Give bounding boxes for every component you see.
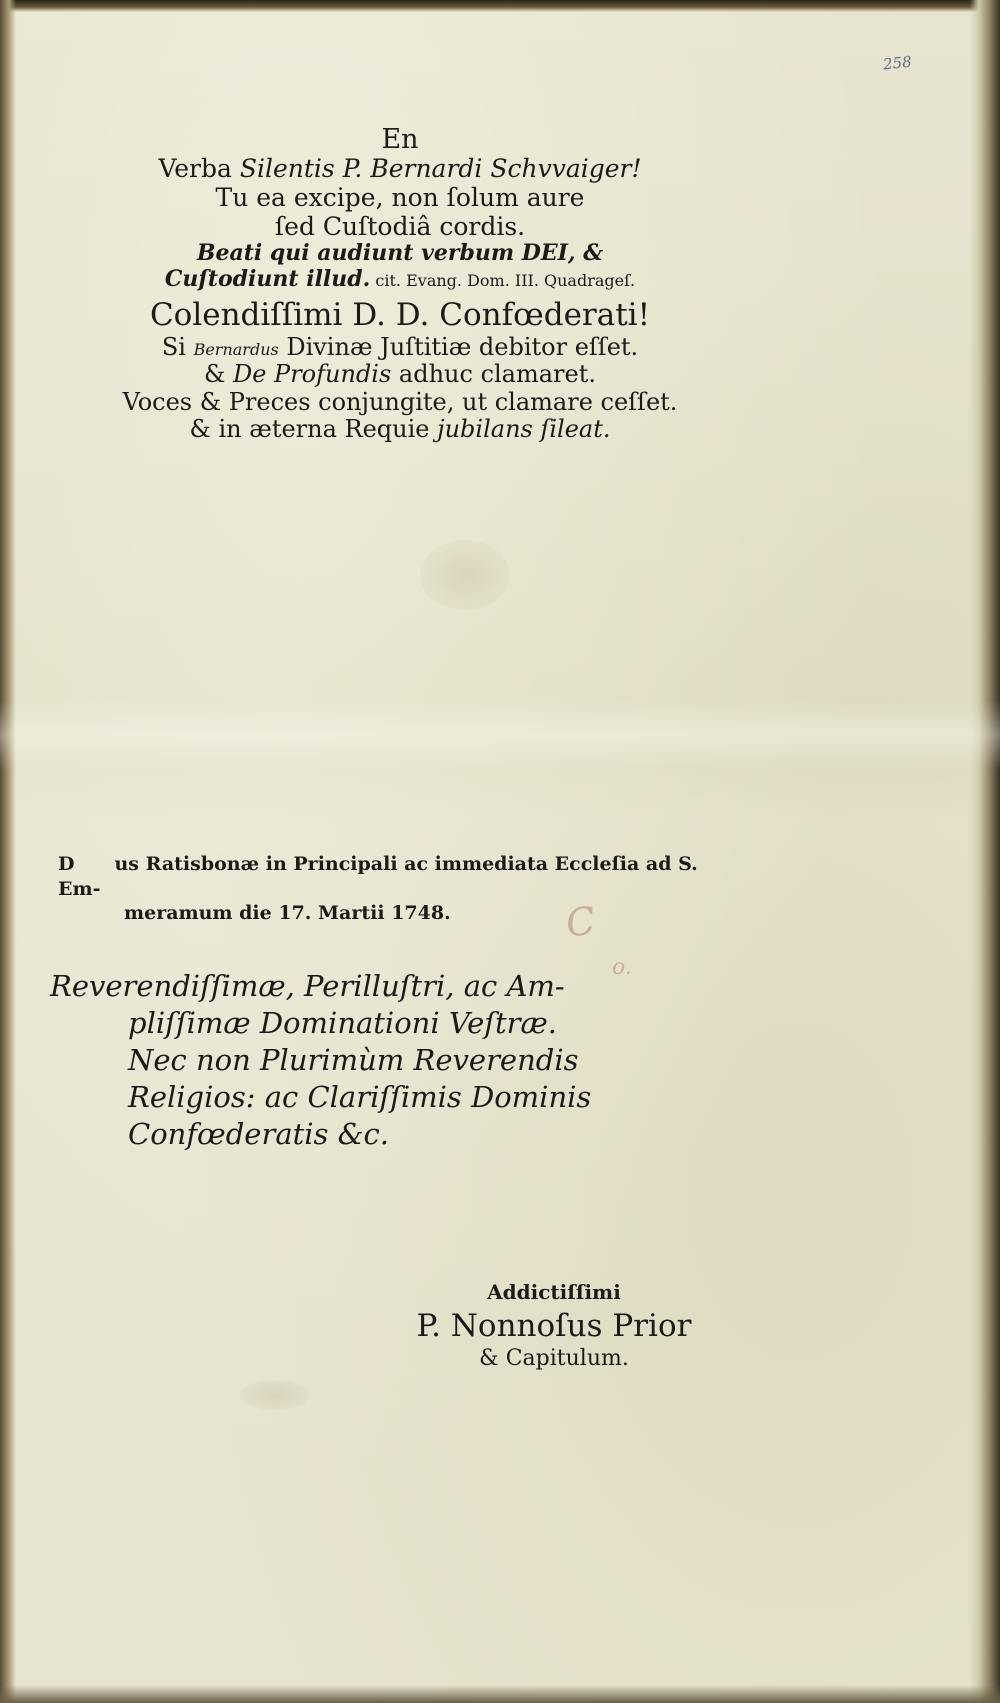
salutation-line-3: Nec non Plurimùm Reverendis	[128, 1043, 579, 1078]
heading-line-colendissimi: Colendiſſimi D. D. Confœderati!	[149, 296, 651, 333]
heading-line-custodiunt: Cuſtodiunt illud. cit. Evang. Dom. III. Quadrageſ.	[164, 265, 636, 292]
heading-line-en: En	[381, 124, 419, 155]
salutation-line-4: Religios: ac Clariſſimis Dominis	[128, 1080, 592, 1115]
red-crayon-mark-2: o.	[612, 955, 632, 980]
heading-line-verba: Verba Silentis P. Bernardi Schvvaiger!	[158, 154, 642, 184]
salutation-line-2: pliſſimæ Dominationi Veſtræ.	[128, 1006, 558, 1041]
signature-capitulum: & Capitulum.	[479, 1346, 629, 1371]
salutation-line-1: Reverendiſſimæ, Perilluſtri, ac Am-	[50, 969, 565, 1003]
signature-block	[404, 1280, 704, 1371]
heading-line-voces: Voces & Preces conjungite, ut clamare ceſſet.	[122, 387, 678, 416]
heading-line-beati: Beati qui audiunt verbum DEI, &	[196, 240, 604, 267]
heading-line-custodia: ſed Cuſtodiâ cordis.	[274, 211, 526, 241]
page-top-edge	[0, 0, 1000, 12]
paper-stain	[240, 1380, 310, 1410]
signature-name: P. Nonnoſus Prior	[416, 1308, 692, 1344]
dated-line-1: D us Ratisbonæ in Principali ac immediata Eccleſia ad S. Em-	[58, 853, 698, 900]
heading-line-de-profundis: & De Profundis adhuc clamaret.	[203, 360, 597, 389]
page-bottom-edge	[0, 1685, 1000, 1703]
heading-line-excipe: Tu ea excipe, non ſolum aure	[215, 182, 585, 212]
paper-fold	[0, 700, 1000, 770]
heading-block	[80, 124, 720, 444]
paper-stain	[420, 540, 510, 610]
red-crayon-mark: C	[563, 898, 598, 946]
heading-line-si-bernardus: Si Bernardus Divinæ Juſtitiæ debitor eſſet.	[161, 332, 639, 361]
salutation-block	[50, 968, 670, 1154]
signature-addictissimi: Addictiſſimi	[487, 1280, 621, 1304]
folio-number: 258	[882, 52, 913, 74]
dated-line-2: meramum die 17. Martii 1748.	[124, 902, 451, 925]
salutation-line-5: Confœderatis &c.	[128, 1117, 389, 1152]
dated-line	[58, 852, 718, 926]
page-right-edge	[970, 0, 1000, 1703]
page-binding-edge	[0, 0, 16, 1703]
heading-line-requie: & in æterna Requie jubilans ſileat.	[189, 415, 611, 444]
